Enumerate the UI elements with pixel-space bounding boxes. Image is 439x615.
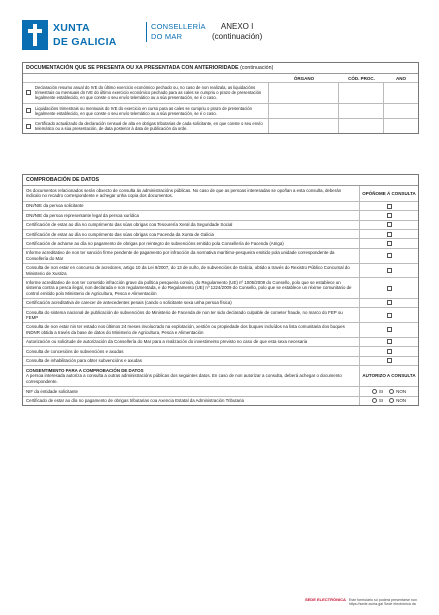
consent-row: Certificado de estar ao día no pagamento de obrigas tributarias coa Axencia Estatal da Administración Tributaria SI NON xyxy=(23,397,418,405)
column-organo: ÓRGANO xyxy=(293,75,315,81)
ano-field[interactable] xyxy=(384,104,418,118)
oppose-checkbox[interactable] xyxy=(387,349,392,354)
consult-row: Certificación de acharse ao día no pagamento de obrigas por reintegro de subvencións emitido pola Consellería de Facenda (Atriga) xyxy=(23,239,418,248)
oppose-checkbox[interactable] xyxy=(387,213,392,218)
document-label: Certificado actualizado da declaración censual de alta en obrigas tributarias de cada solicitante, en que conste o seu envío telemático ou a súa presentación, de data posterior á data de publicación da orde. xyxy=(33,119,269,133)
consult-row: Consulta de non estar en concurso de acredores, artigo 10 da Lei 9/2007, do 13 de xuño, de subvencións de Galicia, obtido a través do Rexistro Público Concursal do Ministerio de Xustiza xyxy=(23,264,418,279)
oppose-column-header: OPÓÑOME Á CONSULTA xyxy=(362,190,416,196)
consult-row: Consulta de non estar nin ter estado nos últimos 24 meses involucrado na explotación, xestión ou propiedade dos buques incluídos na lista comunitaria dos buques INDNR obtida a través da base de datos do Ministerio de Agricultura, Pesca e Alimentación xyxy=(23,323,418,338)
consult-row: Informe acreditativo de non ter sanción firme pendente de pagamento por infracción da normativa marítimo-pesqueira emitido pola unidade correspondente da Consellería do Mar xyxy=(23,249,418,264)
consent-header-row xyxy=(23,366,418,387)
xunta-logo xyxy=(22,20,48,50)
oppose-checkbox[interactable] xyxy=(387,241,392,246)
oppose-checkbox[interactable] xyxy=(387,313,392,318)
data-verification-section xyxy=(22,174,419,406)
consult-row: DNI/NIE da persoa solicitante xyxy=(23,202,418,211)
document-checkbox[interactable] xyxy=(26,108,31,113)
organo-field[interactable] xyxy=(269,83,339,103)
documentation-title: DOCUMENTACIÓN QUE SE PRESENTA OU XA PRESENTADA CON ANTERIORIDADE (continuación) xyxy=(23,63,418,74)
organo-field[interactable] xyxy=(269,104,339,118)
no-radio[interactable] xyxy=(389,398,394,403)
consult-row: Certificación acreditativa de carecer de antecedentes penais (cando o solicitante sexa unha persoa física) xyxy=(23,299,418,308)
document-checkbox[interactable] xyxy=(26,90,31,95)
document-row xyxy=(23,119,418,133)
cod-proc-field[interactable] xyxy=(339,119,384,133)
oppose-checkbox[interactable] xyxy=(387,327,392,332)
consent-text: A persoa interesada autoriza a consulta a outras administracións públicas dos seguintes datos. En caso de non autorizar a consulta, deberá achegar o documento correspondente. xyxy=(26,373,342,384)
consent-title: CONSENTIMENTO PARA A COMPROBACIÓN DE DATOS xyxy=(26,367,144,373)
ano-field[interactable] xyxy=(384,83,418,103)
cod-proc-field[interactable] xyxy=(339,83,384,103)
no-radio[interactable] xyxy=(389,389,394,394)
yes-radio[interactable] xyxy=(372,389,377,394)
column-cod-proc: CÓD. PROC. xyxy=(348,75,375,81)
column-ano: ANO xyxy=(396,75,406,81)
documentation-section xyxy=(22,62,419,134)
consult-row: Consulta de inhabilitación para obter subvencións e axudas xyxy=(23,357,418,366)
verification-title: COMPROBACIÓN DE DATOS xyxy=(23,175,418,186)
page-header xyxy=(22,20,422,52)
document-label: Liquidacións trimestrais ou mensuais do IVE do exercicio en curso para as cales se cumpriu o prazo de presentación legalmente establecido, en que conste o seu envío telemático ou a súa presentación, se é o caso. xyxy=(33,104,269,118)
consult-row: DNI/NIE da persoa representante legal da persoa xurídica xyxy=(23,211,418,220)
oppose-checkbox[interactable] xyxy=(387,222,392,227)
oppose-checkbox[interactable] xyxy=(387,286,392,291)
oppose-checkbox[interactable] xyxy=(387,268,392,273)
cod-proc-field[interactable] xyxy=(339,104,384,118)
oppose-checkbox[interactable] xyxy=(387,300,392,305)
verification-intro: Os documentos relacionados serán obxecto de consulta ás administracións públicas. No caso de que as persoas interesadas se opoñan a esta consulta, deberán indicalo no recadro correspondente e achegar unha copia dos documentos. xyxy=(23,186,360,201)
document-row xyxy=(23,104,418,119)
oppose-checkbox[interactable] xyxy=(387,232,392,237)
document-label: Declaración resumo anual do IVE do último exercicio económico pechado ou, no caso de non realizala, as liquidacións trimestrais ou mensuais do IVE do último exercicio económico pechado para as cales se cumpriu o prazo de presentación legalmente establecido, en que conste o seu envío telemático ou a súa presentación, se é o caso. xyxy=(33,83,269,103)
consult-row: Informe acreditativo de non ter cometido infracción grave da política pesqueira común, do Regulamento (UE) nº 1005/2008 do Consello, polo que se establece un sistema contra a pesca ilegal, non declarada e non regulamentada, e do Regulamento (UE) nº 1224/2009 do Consello, polo que se establece un réxime comunitario de control emitido polo Ministerio de Agricultura, Pesca e Alimentación xyxy=(23,278,418,298)
consult-row: Certificación de estar ao día no cumprimento das súas obrigas coa Tesourería Xeral da Seguridade Social xyxy=(23,221,418,230)
annex-title: ANEXO I (continuación) xyxy=(212,22,263,41)
authorize-column-header: AUTORIZO A CONSULTA xyxy=(362,373,416,379)
oppose-checkbox[interactable] xyxy=(387,358,392,363)
sede-electronica-logo: SEDE ELECTRÓNICA xyxy=(304,597,346,602)
page-footer: SEDE ELECTRÓNICA Este formulario só poderá presentarse nun https://sede.xunta.gal Sede electrónica da xyxy=(304,597,417,607)
consult-row: Certificación de estar ao día no cumprimento das súas obrigas coa Facenda da Xunta de Galicia xyxy=(23,230,418,239)
documentation-column-headers xyxy=(23,74,418,83)
oppose-checkbox[interactable] xyxy=(387,253,392,258)
consult-row: Consulta do sistema nacional de publicación de subvencións do Ministerio de Facenda de non ter sido declarado culpable de cometer fraude, no marco do FEP ou FEMP xyxy=(23,308,418,323)
oppose-checkbox[interactable] xyxy=(387,204,392,209)
oppose-checkbox[interactable] xyxy=(387,339,392,344)
consult-row: Autorización ou solicitude de autorización da Consellería do Mar para a realización do investimento previsto no caso de que esta sexa necesaria xyxy=(23,338,418,347)
document-checkbox[interactable] xyxy=(26,124,31,129)
document-row xyxy=(23,83,418,104)
consent-row: NIF da entidade solicitante SI NON xyxy=(23,387,418,396)
yes-radio[interactable] xyxy=(372,398,377,403)
department-name: CONSELLERÍA DO MAR xyxy=(146,22,206,42)
verification-header-row xyxy=(23,186,418,202)
ano-field[interactable] xyxy=(384,119,418,133)
brand-name: XUNTA DE GALICIA xyxy=(53,22,117,48)
consult-row: Consulta de concesións de subvencións e axudas xyxy=(23,347,418,356)
organo-field[interactable] xyxy=(269,119,339,133)
